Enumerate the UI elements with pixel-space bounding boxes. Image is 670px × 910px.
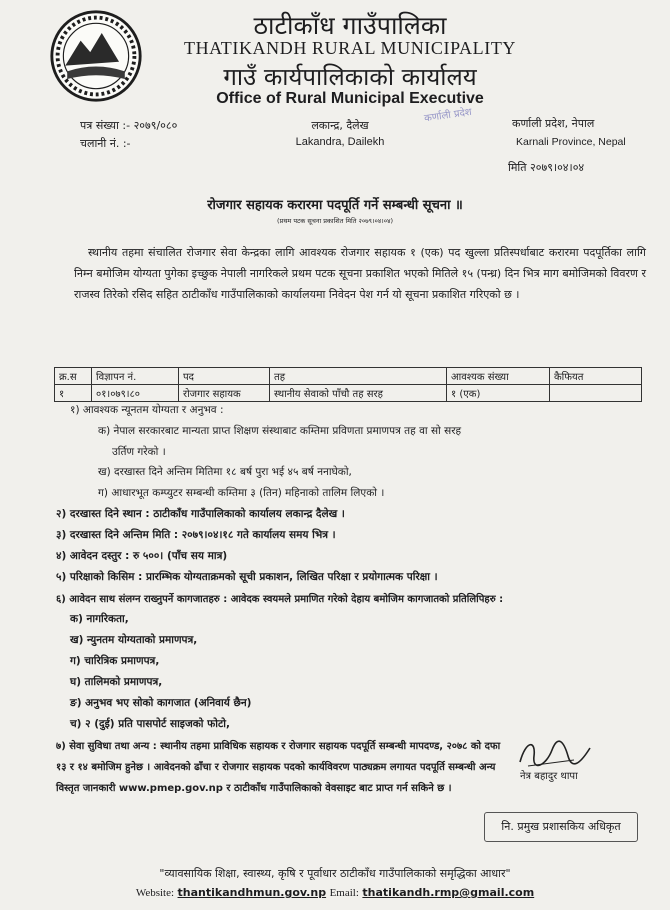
list-item: ख) दरखास्त दिने अन्तिम मितिमा १८ बर्ष पुरा भई ४५ बर्ष ननाघेको, (98, 466, 352, 478)
header-serial: क्र.स (55, 368, 92, 385)
list-item: क) नागरिकता, (70, 613, 129, 625)
list-item: ४) आवेदन दस्तुर : रु ५००। (पाँच सय मात्र) (56, 550, 228, 562)
municipality-name-nepali: ठाटीकाँध गाउँपालिका (253, 11, 447, 40)
notice-title: रोजगार सहायक करारमा पदपूर्ति गर्ने सम्बन्धी सूचना ॥ (207, 198, 463, 213)
office-stamp: कर्णाली प्रदेश (423, 106, 473, 125)
email-label: Email: (329, 887, 359, 899)
signatory-name: नेत्र बहादुर थापा (520, 771, 578, 782)
footer-contact (0, 886, 670, 899)
list-item: क) नेपाल सरकारबाट मान्यता प्राप्त शिक्षण संस्थाबाट कम्तिमा प्रविणता प्रमाणपत्र तह वा सो सरह (98, 425, 462, 437)
notice-paragraph: स्थानीय तहमा संचालित रोजगार सेवा केन्द्रका लागि आवश्यक रोजगार सहायक १ (एक) पद खुल्ला प्रतिस्पर्धाबाट करारमा पदपूर्तिका लागि निम्न बमोजिम योग्यता पुगेका इच्छुक नेपाली नागरिकले प्रथम पटक सूचना प्रकाशित भएको मितिले १५ (पन्ध्र) दिन भित्र माग बमोजिमको विवरण र राजस्व तिरेको रसिद सहित ठाटीकाँध गाउँपालिकाको कार्यालयमा निवेदन पेश गर्न यो सूचना प्रकाशित गरिएको छ । (74, 246, 646, 301)
location-english: Lakandra, Dailekh (295, 136, 385, 148)
dispatch-number: चलानी नं. :- (80, 137, 131, 150)
list-item: ग) आधारभूत कम्प्युटर सम्बन्धी कम्तिमा ३ (तिन) महिनाको तालिम लिएको । (98, 487, 385, 499)
province-nepali: कर्णाली प्रदेश, नेपाल (512, 117, 595, 130)
municipality-name-english: THATIKANDH RURAL MUNICIPALITY (183, 38, 517, 58)
header-position: पद (179, 368, 270, 385)
office-name-nepali: गाउँ कार्यपालिकाको कार्यालय (223, 63, 477, 91)
list-item: ३) दरखास्त दिने अन्तिम मिति : २०७९।०४।१८ गते कार्यालय समय भित्र । (56, 529, 336, 541)
list-item: विस्तृत जानकारी www.pmep.gov.np र ठाटीकाँध गाउँपालिकाको वेवसाइट बाट प्राप्त गर्न सकिने छ । (56, 783, 452, 794)
list-item: च) २ (दुई) प्रति पासपोर्ट साइजको फोटो, (70, 718, 230, 730)
cell-remarks (550, 385, 642, 402)
table-row (55, 385, 642, 402)
header-remarks: कैफियत (550, 368, 642, 385)
list-item: घ) तालिमको प्रमाणपत्र, (70, 676, 163, 688)
list-item: ६) आवेदन साथ संलग्न राख्नुपर्ने कागजातहरु : आवेदक स्वयमले प्रमाणित गरेको देहाय बमोजिम कागजातको प्रतिलिपिहरु : (56, 594, 504, 605)
reference-number: पत्र संख्या :- २०७९/०८० (80, 119, 178, 132)
cell-position: रोजगार सहायक (179, 385, 270, 402)
list-item: १३ र १४ बमोजिम हुनेछ । आवेदनको ढाँचा र रोजगार सहायक पदको कार्यविवरण पाठ्यक्रम लगायत पदपूर्ति सम्बन्धी अन्य (56, 762, 496, 773)
email-link[interactable]: thatikandh.rmp@gmail.com (362, 886, 535, 899)
office-name-english: Office of Rural Municipal Executive (216, 90, 484, 107)
notice-subtitle: (प्रथम पटक सूचना प्रकाशित मिति २०७९।०४।०४) (276, 217, 394, 225)
website-label: Website: (135, 887, 175, 899)
list-item: ग) चारित्रिक प्रमाणपत्र, (70, 655, 160, 667)
table-header-row (55, 368, 642, 385)
footer-motto: "व्यावसायिक शिक्षा, स्वास्थ्य, कृषि र पूर्वाधार ठाटीकाँध गाउँपालिकाको समृद्धिका आधार" (159, 867, 511, 880)
header-level: तह (270, 368, 447, 385)
list-item: ५) परिक्षाको किसिम : प्रारम्भिक योग्यताक्रमको सूची प्रकाशन, लिखित परिक्षा र प्रयोगात्मक परिक्षा । (56, 571, 438, 583)
list-item: ख) न्युनतम योग्यताको प्रमाणपत्र, (70, 634, 198, 646)
list-item: ७) सेवा सुविधा तथा अन्य : स्थानीय तहमा प्राविधिक सहायक र रोजगार सहायक पदपूर्ति सम्बन्धी मापदण्ड, २०७८ को दफा (56, 741, 501, 752)
cell-required-count: १ (एक) (447, 385, 550, 402)
list-item: २) दरखास्त दिने स्थान : ठाटीकाँध गाउँपालिकाको कार्यालय लकान्द्र दैलेख । (56, 508, 345, 520)
province-english: Karnali Province, Nepal (516, 136, 626, 148)
header-required-count: आवश्यक संख्या (447, 368, 550, 385)
signatory-title: नि. प्रमुख प्रशासकिय अधिकृत (484, 812, 638, 842)
list-item: १) आवश्यक न्यूनतम योग्यता र अनुभव : (70, 404, 224, 416)
list-item: ङ) अनुभव भए सोको कागजात (अनिवार्य छैन) (70, 697, 252, 709)
cell-level: स्थानीय सेवाको पाँचौ तह सरह (270, 385, 447, 402)
municipality-emblem-icon (48, 8, 144, 104)
cell-ad-number: ०१।०७९।८० (92, 385, 179, 402)
website-link[interactable]: thantikandhmun.gov.np (177, 886, 327, 899)
notice-date: मिति २०७९।०४।०४ (508, 161, 585, 174)
cell-serial: १ (55, 385, 92, 402)
header-ad-number: विज्ञापन नं. (92, 368, 179, 385)
location-nepali: लकान्द्र, दैलेख (311, 119, 369, 132)
signature-scribble-icon (514, 736, 594, 770)
vacancy-table (54, 367, 642, 402)
list-item: उर्तिण गरेको । (112, 446, 166, 458)
